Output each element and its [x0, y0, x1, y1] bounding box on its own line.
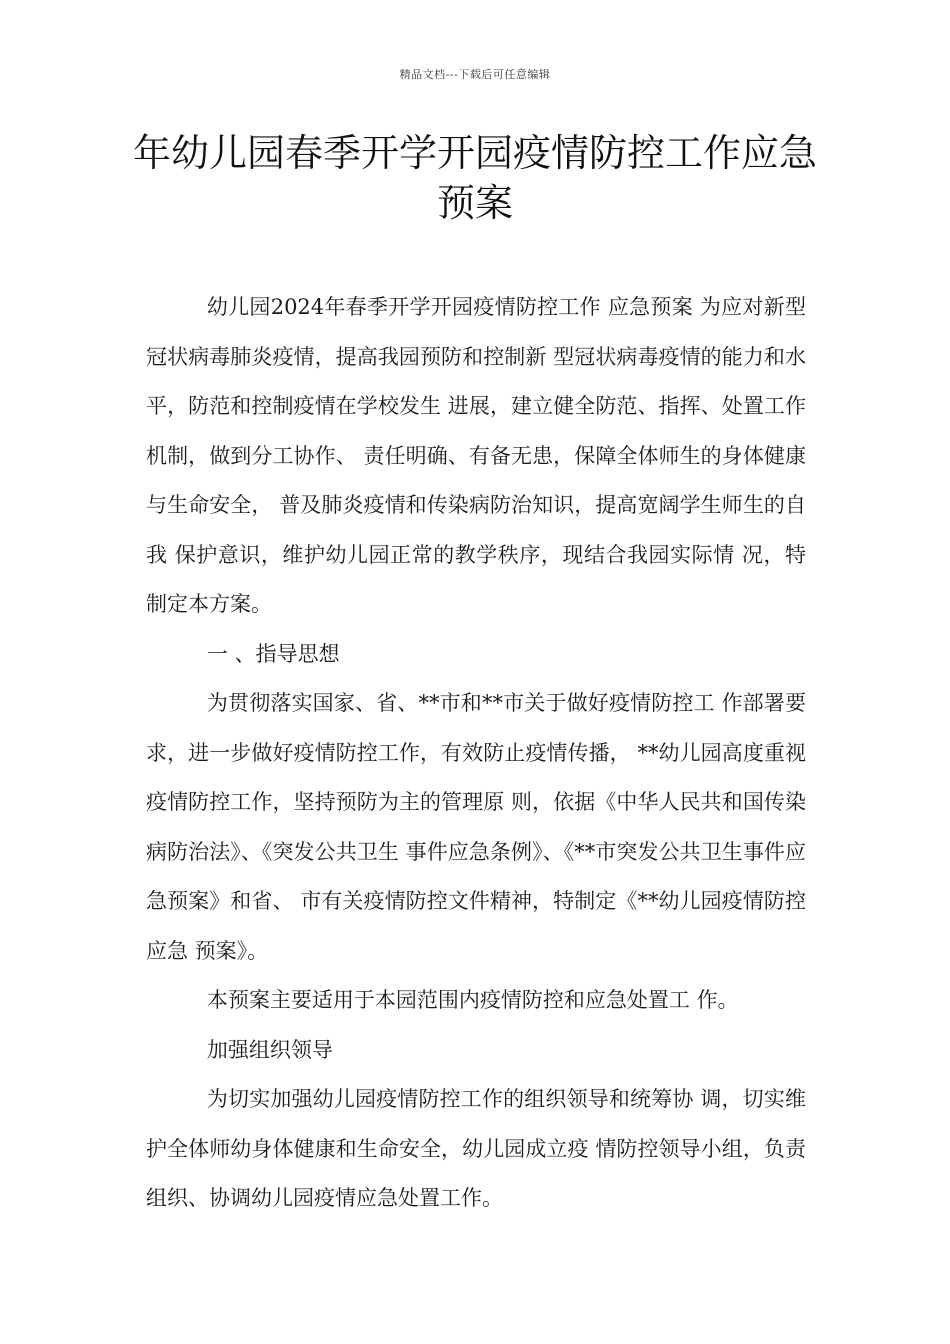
section-heading-leadership: 加强组织领导 — [206, 1037, 333, 1062]
document-body — [146, 283, 806, 1224]
section-heading-guiding-ideology: 一 、指导思想 — [206, 641, 340, 666]
intro-paragraph: 幼儿园2024年春季开学开园疫情防控工作 应急预案 为应对新型冠状病毒肺炎疫情，提高我园预防和控制新 型冠状病毒疫情的能力和水平，防范和控制疫情在学校发生 进展，建立健全防范、指挥、处置工作机制，做到分工协作、 责任明确、有备无患，保障全体师生的身体健康与生命安全， 普及肺炎疫情和传染病防治知识，提高宽阔学生师生的自我 保护意识，维护幼儿园正常的教学秩序，现结合我园实际情 况，特制定本方案。 — [146, 295, 806, 616]
header-note: 精品文档---下载后可任意编辑 — [399, 68, 551, 81]
document-title: 年幼儿园春季开学开园疫情防控工作应急预案 — [132, 131, 817, 225]
leadership-paragraph: 为切实加强幼儿园疫情防控工作的组织领导和统筹协 调，切实维护全体师幼身体健康和生命安全，幼儿园成立疫 情防控领导小组，负责组织、协调幼儿园疫情应急处置工作。 — [146, 1087, 806, 1210]
scope-paragraph: 本预案主要适用于本园范围内疫情防控和应急处置工 作。 — [206, 988, 739, 1012]
guiding-ideology-paragraph: 为贯彻落实国家、省、**市和**市关于做好疫情防控工 作部署要求，进一步做好疫情防控工作，有效防止疫情传播， **幼儿园高度重视疫情防控工作，坚持预防为主的管理原 则，依据《中华人民共和国传染病防治法》、《突发公共卫生 事件应急条例》、《**市突发公共卫生事件应急预案》和省、 市有关疫情防控文件精神，特制定《**幼儿园疫情防控应急 预案》。 — [146, 691, 806, 963]
